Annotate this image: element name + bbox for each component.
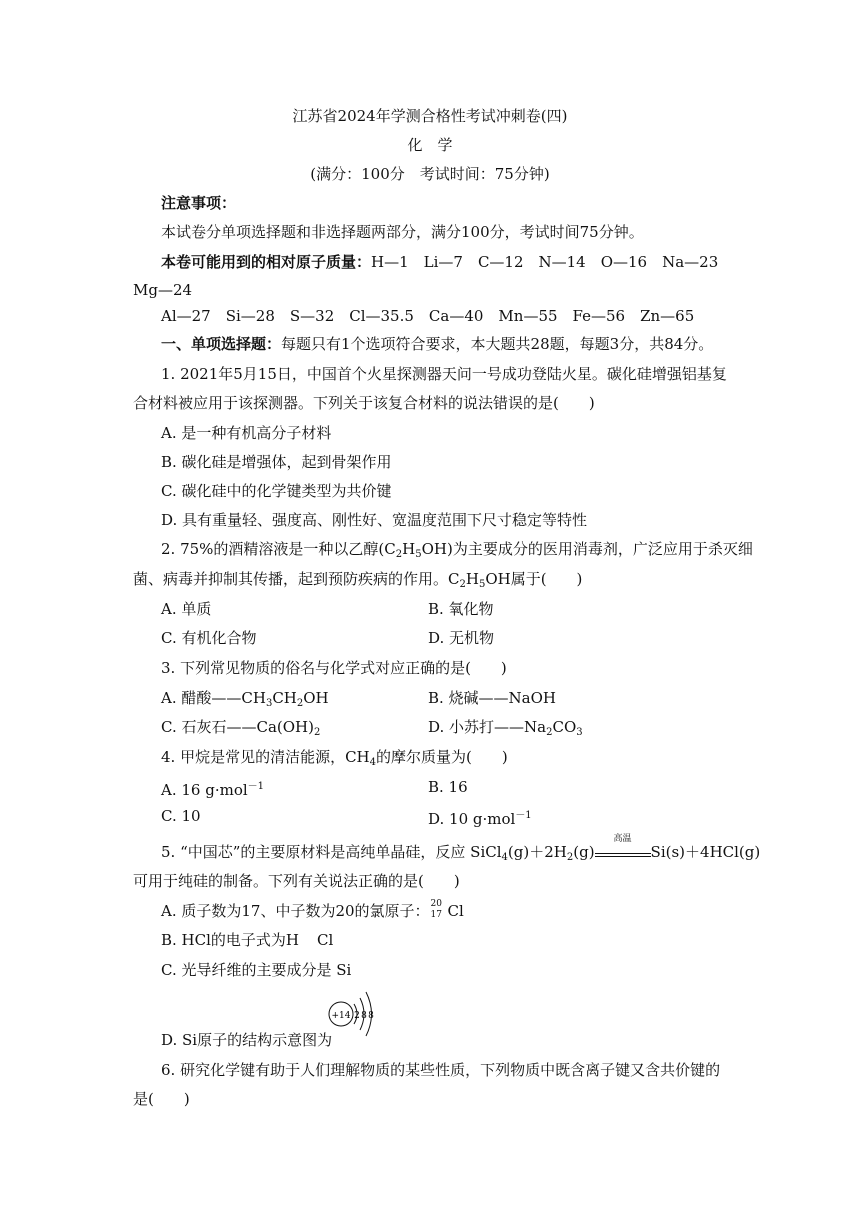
exam-info: (满分：100分 考试时间：75分钟) <box>310 165 550 183</box>
q5-option-b: B. HCl的电子式为H Cl <box>161 931 334 949</box>
q4-option-a: A. 16 g·mol$^{-1}$ <box>161 781 265 799</box>
atomic-masses-line3: Al—27 Si—28 S—32 Cl—35.5 Ca—40 Mn—55 Fe—56 Zn—65 <box>161 307 695 325</box>
section1-heading <box>161 334 713 354</box>
section1-title: 一、单项选择题： <box>161 335 282 353</box>
reaction-condition: 高温 <box>595 844 651 857</box>
q5-option-d: D. Si原子的结构示意图为 <box>161 1031 333 1049</box>
si-atomic-structure-diagram <box>326 990 392 1046</box>
q4-option-c: C. 10 <box>161 807 201 825</box>
q1-option-a: A. 是一种有机高分子材料 <box>161 424 332 442</box>
notes-text: 本试卷分单项选择题和非选择题两部分，满分100分，考试时间75分钟。 <box>161 223 644 241</box>
q1-option-b: B. 碳化硅是增强体，起到骨架作用 <box>161 453 392 471</box>
q2-stem-line2: 菌、病毒并抑制其传播，起到预防疾病的作用。$C_2H_5OH$属于( ) <box>133 570 583 590</box>
q5-option-c: C. 光导纤维的主要成分是 Si <box>161 961 352 979</box>
q5-stem-line1: 5. “中国芯”的主要原材料是高纯单晶硅，反应 $SiCl_4(g)+2H_2(g)$ 高温 Si(s)＋4HCl(g) <box>161 834 761 863</box>
shell-electrons-3: 8 <box>368 1011 374 1021</box>
q4-option-b: B. 16 <box>428 778 468 796</box>
q4-option-d: D. 10 g·mol$^{-1}$ <box>428 810 532 828</box>
q2-option-a: A. 单质 <box>161 600 212 618</box>
atomic-masses-label: 本卷可能用到的相对原子质量： <box>161 253 372 271</box>
chlorine-isotope-symbol: 20 17 <box>430 899 442 920</box>
q1-option-d: D. 具有重量轻、强度高、刚性好、宽温度范围下尺寸稳定等特性 <box>161 511 588 529</box>
q5-stem-line2: 可用于纯硅的制备。下列有关说法正确的是( ) <box>133 872 460 890</box>
q3-stem: 3. 下列常见物质的俗名与化学式对应正确的是( ) <box>161 659 507 677</box>
q6-stem-line1: 6. 研究化学键有助于人们理解物质的某些性质，下列物质中既含离子键又含共价键的 <box>161 1061 721 1079</box>
q1-option-c: C. 碳化硅中的化学键类型为共价键 <box>161 482 392 500</box>
q2-stem-line1: 2. 75%的酒精溶液是一种以乙醇$(C_2H_5OH)$为主要成分的医用消毒剂，广泛应用于杀灭细 <box>161 540 753 560</box>
q3-option-a: A. 醋酸$——CH_3CH_2OH$ <box>161 689 329 709</box>
q3-option-d: D. 小苏打$——Na_2CO_3$ <box>428 718 583 738</box>
q3-option-c: C. 石灰石$——Ca(OH)_2$ <box>161 718 321 738</box>
q1-stem-line1: 1. 2021年5月15日，中国首个火星探测器天问一号成功登陆火星。碳化硅增强铝基复 <box>161 365 727 383</box>
atomic-masses-line2: Mg—24 <box>133 281 193 299</box>
atomic-masses <box>161 252 718 272</box>
q5-option-a: A. 质子数为17、中子数为20的氯原子： 20 17 Cl <box>161 899 464 920</box>
nucleus-label: +14 <box>331 1011 351 1021</box>
q3-option-b: B. 烧碱——NaOH <box>428 689 557 707</box>
subject-title: 化 学 <box>407 136 453 154</box>
q1-stem-line2: 合材料被应用于该探测器。下列关于该复合材料的说法错误的是( ) <box>133 394 595 412</box>
exam-title: 江苏省2024年学测合格性考试冲刺卷(四) <box>292 107 568 125</box>
q2-option-d: D. 无机物 <box>428 629 495 647</box>
q2-option-b: B. 氧化物 <box>428 600 494 618</box>
q4-stem: 4. 甲烷是常见的清洁能源，$CH_4$的摩尔质量为( ) <box>161 748 508 768</box>
q6-stem-line2: 是( ) <box>133 1090 190 1108</box>
q2-option-c: C. 有机化合物 <box>161 629 257 647</box>
section1-desc: 每题只有1个选项符合要求，本大题共28题，每题3分，共84分。 <box>281 335 714 353</box>
atomic-masses-line1: H—1 Li—7 C—12 N—14 O—16 Na—23 <box>371 253 719 271</box>
shell-electrons-2: 8 <box>361 1011 367 1021</box>
notes-heading: 注意事项： <box>161 194 237 212</box>
shell-electrons-1: 2 <box>354 1011 360 1021</box>
